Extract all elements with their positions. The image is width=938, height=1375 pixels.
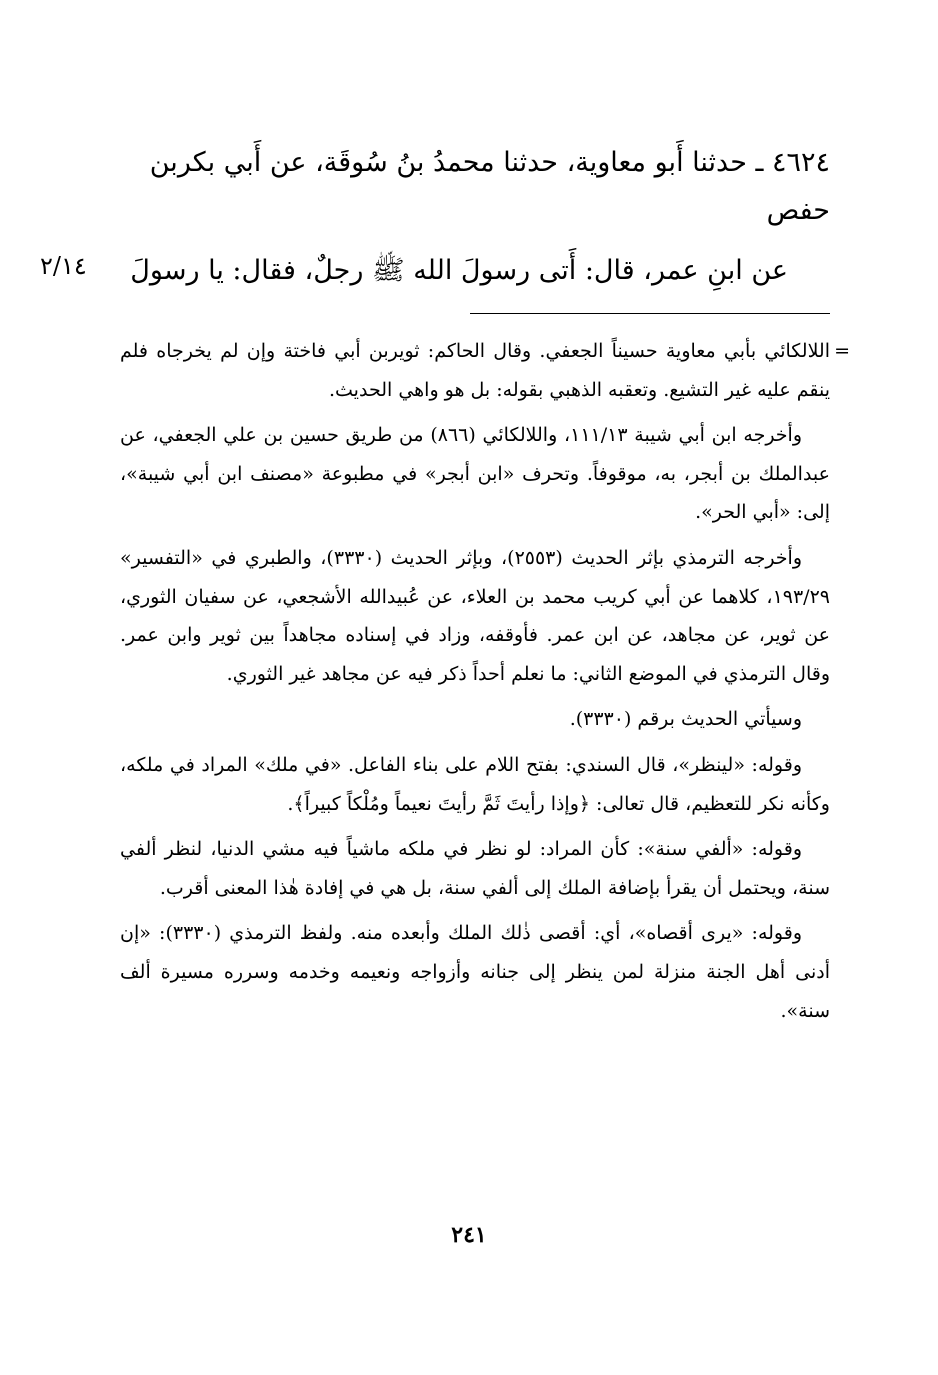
footnote-paragraph-5: وقوله: «لينظر»، قال السندي: بفتح اللام على بناء الفاعل. «في ملك» المراد في ملكه، وكأنه نكر للتعظيم، قال تعالى: ﴿وإذا رأيتَ ثَمَّ رأيتَ نعيماً ومُلْكاً كبيراً﴾. (120, 753, 830, 815)
footnote-paragraph-6: وقوله: «ألفي سنة»: كأن المراد: لو نظر في ملكه ماشياً فيه مشي الدنيا، لنظر ألفي سنة، ويحتمل أن يقرأ بإضافة الملك إلى ألفي سنة، بل هي في إفادة هٰذا المعنى أقرب. (120, 838, 830, 899)
page-number: ٢٤١ (451, 1222, 487, 1248)
footnote-separator-rule (470, 313, 830, 314)
footnote-paragraph-2: وأخرجه ابن أبي شيبة ١١١/١٣، واللالكائي (٨٦٦) من طريق حسين بن علي الجعفي، عن عبدالملك بن أبجر، به، موقوفاً. وتحرف «ابن أبجر» في مطبوعة «مصنف ابن أبي شيبة»، إلى: «أبي الحر». (120, 424, 830, 524)
hadith-text-line-3: عن ابنِ عمر، قال: أَتى رسولَ الله ﷺ رجلٌ، فقال: يا رسولَ (130, 255, 788, 286)
margin-volume-reference: ٢/١٤ (40, 252, 87, 280)
footnote-paragraph-7: وقوله: «يرى أقصاه»، أي: أقصى ذٰلك الملك وأبعده منه. ولفظ الترمذي (٣٣٣٠): «إن أدنى أهل الجنة منزلة لمن ينظر إلى جنانه وأزواجه ونعيمه وخدمه وسرره مسيرة ألف سنة». (120, 922, 830, 1022)
footnote-paragraph-4: وسيأتي الحديث برقم (٣٣٣٠). (569, 708, 802, 731)
hadith-text-line-1: ٤٦٢٤ ـ حدثنا أَبو معاوية، حدثنا محمدُ بنُ سُوقَة، عن أَبي بكربن (149, 147, 830, 178)
footnotes-section (120, 332, 850, 1037)
footnote-paragraph-1: اللالكائي بأبي معاوية حسيناً الجعفي. وقال الحاكم: ثويربن أبي فاختة وإن لم يخرجاه فلم ينقم عليه غير التشيع. وتعقبه الذهبي بقوله: بل هو واهي الحديث. (120, 340, 830, 401)
footnote-continuation-mark: = (834, 340, 850, 362)
hadith-text-line-2: حفص (766, 195, 830, 226)
footnote-paragraph-3: وأخرجه الترمذي بإثر الحديث (٢٥٥٣)، وبإثر الحديث (٣٣٣٠)، والطبري في «التفسير» ١٩٣/٢٩، كلاهما عن أبي كريب محمد بن العلاء، عن عُبيدالله الأشجعي، عن سفيان الثوري، عن ثوير، عن مجاهد، عن ابن عمر. فأوقفه، وزاد في إسناده مجاهداً بين ثوير وابن عمر. وقال الترمذي في الموضع الثاني: ما نعلم أحداً ذكر فيه عن مجاهد غير الثوري. (120, 546, 830, 685)
